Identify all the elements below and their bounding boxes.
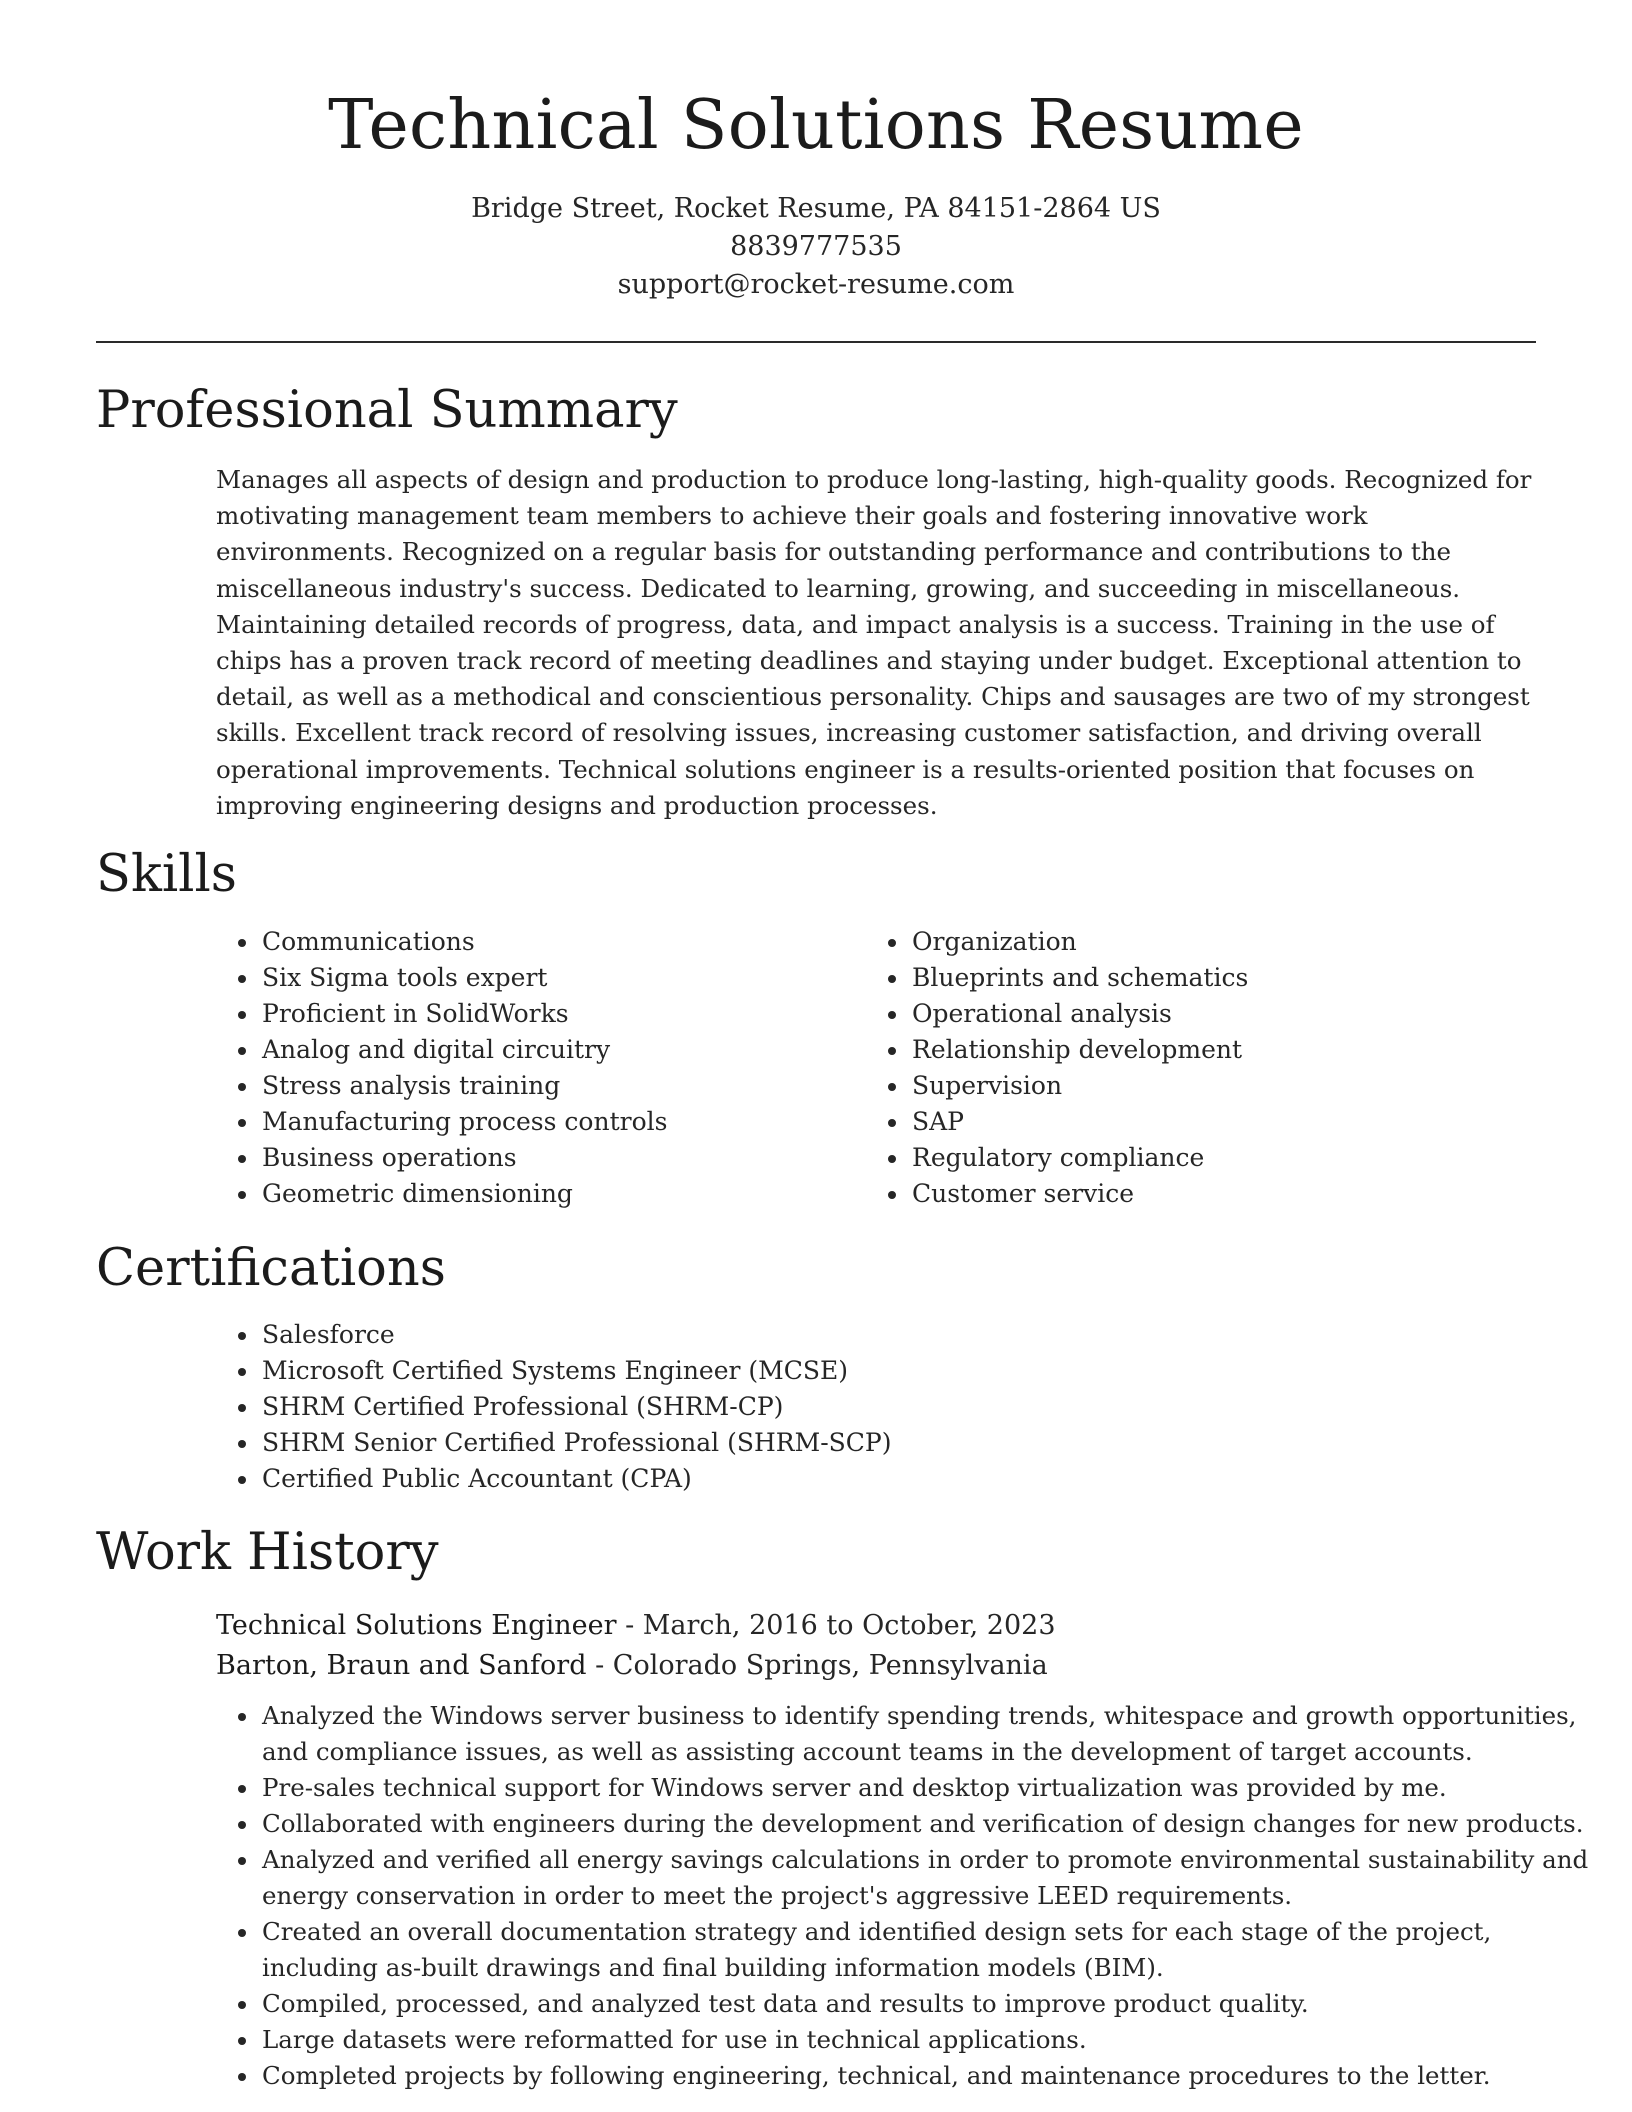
header-divider	[96, 341, 1536, 343]
certification-item: • Salesforce	[260, 1317, 1460, 1353]
skills-list-left	[216, 924, 820, 1212]
job-duty: • Large datasets were reformatted for use in technical applications.	[260, 2022, 1590, 2058]
skill-item: • Customer service	[910, 1176, 1510, 1212]
job-duty: • Pre-sales technical support for Windows server and desktop virtualization was provided by me.	[260, 1770, 1590, 1806]
job-title: Technical Solutions Engineer	[216, 1610, 617, 1641]
skill-item: • Proficient in SolidWorks	[260, 996, 820, 1032]
skill-item: • Supervision	[910, 1068, 1510, 1104]
skills-list-right	[866, 924, 1510, 1212]
job-duty: • Completed projects by following engineering, technical, and maintenance procedures to the letter.	[260, 2058, 1590, 2094]
skill-item: • Six Sigma tools expert	[260, 960, 820, 996]
job-duty: • Created an overall documentation strategy and identified design sets for each stage of the project, including as-built drawings and final building information models (BIM).	[260, 1914, 1590, 1986]
skill-item: • Relationship development	[910, 1032, 1510, 1068]
skill-item: • Manufacturing process controls	[260, 1104, 820, 1140]
job-title-line	[216, 1606, 1516, 1646]
job-duty: • Analyzed the Windows server business to identify spending trends, whitespace and growth opportunities, and compliance issues, as well as assisting account teams in the development of target accounts.	[260, 1698, 1590, 1770]
job-company-line	[216, 1646, 1516, 1686]
certification-item: • SHRM Certified Professional (SHRM-CP)	[260, 1389, 1460, 1425]
certification-item: • SHRM Senior Certified Professional (SHRM-SCP)	[260, 1425, 1460, 1461]
job-company: Barton, Braun and Sanford	[216, 1650, 587, 1681]
skill-item: • Analog and digital circuitry	[260, 1032, 820, 1068]
skill-item: • Regulatory compliance	[910, 1140, 1510, 1176]
contact-phone: 8839777535	[730, 231, 902, 262]
contact-email: support@rocket-resume.com	[617, 269, 1015, 300]
job-location: - Colorado Springs, Pennsylvania	[586, 1650, 1048, 1681]
skill-item: • Operational analysis	[910, 996, 1510, 1032]
skill-item: • Stress analysis training	[260, 1068, 820, 1104]
contact-address: Bridge Street, Rocket Resume, PA 84151-2864 US	[471, 193, 1161, 224]
skill-item: • Geometric dimensioning	[260, 1176, 820, 1212]
job-duty: • Collaborated with engineers during the development and verification of design changes for new products.	[260, 1806, 1590, 1842]
job-duty: • Compiled, processed, and analyzed test data and results to improve product quality.	[260, 1986, 1590, 2022]
skill-item: • SAP	[910, 1104, 1510, 1140]
skill-item: • Organization	[910, 924, 1510, 960]
job-duty: • Analyzed and verified all energy savings calculations in order to promote environmental sustainability and energy conservation in order to meet the project's aggressive LEED requirements.	[260, 1842, 1590, 1914]
summary-text: Manages all aspects of design and production to produce long-lasting, high-quality goods. Recognized for motivating management team members to achieve their goals and fostering innovative work environments. Recognized on a regular basis for outstanding performance and contributions to the miscellaneous industry's success. Dedicated to learning, growing, and succeeding in miscellaneous. Maintaining detailed records of progress, data, and impact analysis is a success. Training in the use of chips has a proven track record of meeting deadlines and staying under budget. Exceptional attention to detail, as well as a methodical and conscientious personality. Chips and sausages are two of my strongest skills. Excellent track record of resolving issues, increasing customer satisfaction, and driving overall operational improvements. Technical solutions engineer is a results-oriented position that focuses on improving engineering designs and production processes.	[216, 465, 1532, 820]
certifications-heading: Certifications	[96, 1239, 446, 1298]
job-duties-list	[216, 1698, 1590, 2094]
skills-heading: Skills	[96, 845, 237, 904]
certification-item: • Certified Public Accountant (CPA)	[260, 1461, 1460, 1497]
job-dates: - March, 2016 to October, 2023	[616, 1610, 1056, 1641]
work-history-heading: Work History	[96, 1523, 439, 1582]
summary-heading: Professional Summary	[96, 381, 678, 440]
certifications-list	[216, 1317, 1460, 1497]
skill-item: • Business operations	[260, 1140, 820, 1176]
skill-item: • Communications	[260, 924, 820, 960]
certification-item: • Microsoft Certified Systems Engineer (MCSE)	[260, 1353, 1460, 1389]
skill-item: • Blueprints and schematics	[910, 960, 1510, 996]
resume-title: Technical Solutions Resume	[328, 86, 1304, 165]
